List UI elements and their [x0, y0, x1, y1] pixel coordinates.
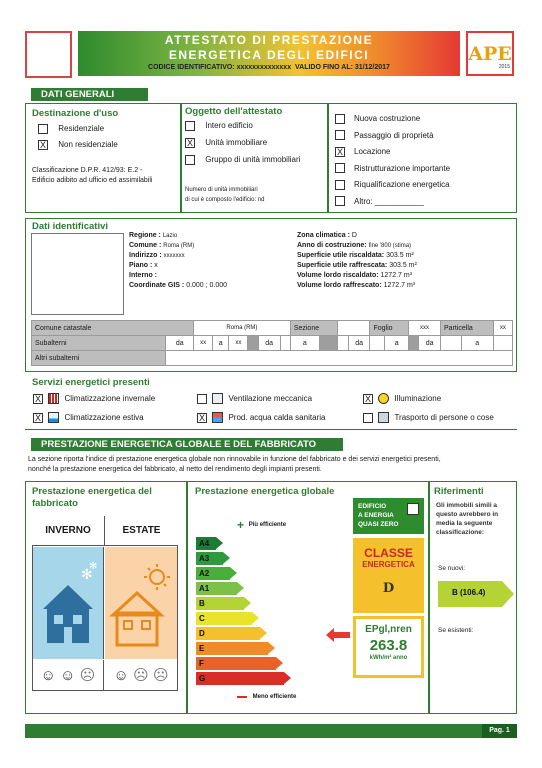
current-class-arrow	[326, 628, 350, 642]
sub-da-1: da	[166, 336, 194, 351]
sub-a-1-val: xx	[229, 336, 248, 351]
sub-blank-5	[493, 336, 512, 351]
anno-row	[297, 241, 417, 251]
motivo-passaggio[interactable]	[335, 128, 450, 145]
summer-house-icon	[105, 547, 177, 659]
indirizzo-value: xxxxxxx	[163, 253, 185, 259]
passaggio-label: Passaggio di proprietà	[354, 130, 434, 140]
fan-icon	[212, 393, 223, 404]
sub-a-1: a	[213, 336, 229, 351]
numero-line1: Numero di unità immobiliari	[185, 187, 258, 193]
unita-label: Unità immobiliare	[205, 138, 268, 148]
altro-label: Altro: ___________	[354, 196, 424, 206]
sup-risc-row	[297, 251, 417, 261]
comune-row	[129, 241, 227, 251]
ristrutturazione-checkbox[interactable]	[335, 163, 345, 173]
nonres-label: Non residenziale	[58, 140, 118, 150]
red-arrow-icon	[326, 628, 350, 642]
smiley-sad-icon-est: ☹	[152, 667, 169, 684]
ristrutturazione-label: Ristrutturazione importante	[354, 163, 451, 173]
piano-row	[129, 261, 227, 271]
air-conditioner-icon	[48, 412, 59, 423]
sub-a-4: a	[461, 336, 493, 351]
servizio-clima-est[interactable]	[33, 412, 144, 423]
piano-label: Piano :	[129, 262, 153, 269]
locazione-checkbox[interactable]: X	[336, 146, 343, 157]
piu-efficiente-row	[237, 518, 286, 532]
smiley-happy-icon-est: ☺	[113, 667, 129, 684]
servizio-illuminazione[interactable]	[363, 393, 441, 404]
sub-blank-3	[370, 336, 385, 351]
classe-value: D	[382, 581, 395, 596]
intero-label: Intero edificio	[205, 121, 253, 131]
nzeb-line1: EDIFICIO	[358, 503, 387, 510]
classe-label-2: ENERGETICA	[362, 560, 415, 569]
nuovi-value: B (106.4)	[452, 588, 486, 597]
sub-da-3-val	[338, 336, 348, 351]
classe-label-1: CLASSE	[364, 546, 413, 560]
valido-value: 31/12/2017	[354, 64, 390, 71]
class-bar-a3: A3	[196, 552, 223, 565]
estate-panel	[105, 547, 177, 659]
comune-label: Comune :	[129, 242, 162, 249]
passaggio-checkbox[interactable]	[335, 130, 345, 140]
anno-label: Anno di costruzione:	[297, 242, 367, 249]
smiley-neutral-icon-inv: ☺	[60, 667, 76, 684]
comune-catastale-label: Comune catastale	[32, 321, 194, 336]
dati-generali-title: DATI GENERALI	[41, 89, 115, 100]
prestazione-desc-line1: La sezione riporta l'indice di prestazione energetica globale non rinnovabile in funzione del fabbricato e dei servizi energetici presenti,	[28, 456, 441, 463]
comune-catastale-value: Roma (RM)	[194, 321, 291, 336]
nuovi-class-badge	[438, 581, 514, 607]
vol-risc-row	[297, 271, 417, 281]
clima-inv-checkbox[interactable]: X	[34, 393, 41, 404]
rif-desc-line4: classificazione:	[436, 529, 485, 536]
residenziale-label: Residenziale	[58, 124, 105, 134]
lightbulb-icon	[378, 393, 389, 404]
gruppo-checkbox[interactable]	[185, 155, 195, 165]
water-heater-icon	[212, 412, 223, 423]
catasto-row-comune	[32, 321, 513, 336]
clima-est-label: Climatizzazione estiva	[64, 412, 144, 422]
nzeb-box	[353, 498, 424, 534]
motivo-locazione[interactable]	[335, 144, 450, 161]
oggetto-option-unita[interactable]	[185, 138, 267, 148]
class-bar-a2: A2	[196, 567, 230, 580]
zona-row	[297, 231, 417, 241]
particella-label: Particella	[441, 321, 494, 336]
page-number	[482, 724, 517, 738]
estate-faces	[105, 660, 177, 690]
nuova-label: Nuova costruzione	[354, 114, 421, 123]
numero-unita-text	[185, 185, 265, 205]
rif-desc-line3: media la seguente	[436, 520, 493, 527]
indirizzo-row	[129, 251, 227, 261]
interno-label: Interno :	[129, 272, 157, 279]
subalterni-label: Subalterni	[32, 336, 166, 351]
fabbricato-title-line2: fabbricato	[32, 498, 78, 509]
destinazione-title: Destinazione d'uso	[32, 108, 119, 119]
se-esistenti-label: Se esistenti:	[438, 627, 474, 634]
sezione-value	[338, 321, 370, 336]
motivo-nuova[interactable]	[335, 111, 450, 128]
valido-label: VALIDO FINO AL:	[295, 64, 353, 71]
radiator-icon	[48, 393, 59, 404]
gis-label: Coordinate GIS :	[129, 282, 185, 289]
clima-inv-label: Climatizzazione invernale	[64, 393, 156, 403]
oggetto-option-gruppo[interactable]	[185, 155, 300, 165]
prestazione-description	[28, 455, 518, 475]
regione-row	[129, 231, 227, 241]
nzeb-line3: QUASI ZERO	[358, 521, 399, 528]
motivo-list	[335, 111, 450, 210]
sub-sep-3	[408, 336, 418, 351]
foglio-label: Foglio	[370, 321, 408, 336]
sup-risc-value: 303.5 m²	[386, 252, 414, 259]
class-bar-g: G	[196, 672, 284, 685]
oggetto-title: Oggetto dell'attestato	[185, 106, 283, 117]
globale-title: Prestazione energetica globale	[195, 486, 335, 497]
inverno-panel	[33, 547, 104, 659]
header-title-line2: ENERGETICA DEGLI EDIFICI	[168, 48, 370, 62]
sub-sep-2	[319, 336, 338, 351]
epgl-unit: kWh/m² anno	[369, 655, 408, 661]
vol-risc-label: Volume lordo riscaldato:	[297, 272, 379, 279]
identificativi-left	[129, 231, 227, 291]
ape-logo-text: APE	[468, 43, 512, 65]
zona-label: Zona climatica :	[297, 232, 350, 239]
prestazione-desc-line2: nonché la prestazione energetica del fabbricato, al netto del rendimento degli impianti presenti.	[28, 466, 322, 473]
gis-row	[129, 281, 227, 291]
sub-da-2-val	[280, 336, 290, 351]
class-bar-b: B	[196, 597, 244, 610]
comune-value: Roma (RM)	[163, 243, 195, 249]
classificazione-line1: Classificazione D.P.R. 412/93: E.2 -	[32, 167, 143, 174]
riferimenti-desc	[436, 501, 498, 537]
classificazione-line2: Edificio adibito ad ufficio ed assimilabili	[32, 177, 153, 184]
sezione-label: Sezione	[290, 321, 338, 336]
winter-house-icon	[33, 547, 104, 659]
prestazione-divider-2	[428, 481, 430, 714]
rif-desc-line1: Gli immobili simili a	[436, 502, 498, 509]
class-bar-f: F	[196, 657, 276, 670]
regione-label: Regione :	[129, 232, 161, 239]
clima-est-checkbox[interactable]: X	[34, 412, 41, 423]
nzeb-line2: A ENERGIA	[358, 512, 394, 519]
header-title	[78, 33, 460, 63]
nuova-checkbox[interactable]	[335, 114, 345, 124]
nzeb-checkbox[interactable]	[407, 503, 419, 515]
epgl-box	[353, 616, 424, 678]
class-bar-a4: A4	[196, 537, 216, 550]
smiley-neutral-icon-est: ☹	[133, 667, 149, 684]
meno-efficiente-label: Meno efficiente	[252, 694, 297, 700]
interno-row	[129, 271, 227, 281]
zona-value: D	[351, 232, 357, 239]
motivo-altro[interactable]	[335, 194, 450, 211]
catasto-row-altri	[32, 351, 513, 366]
codice-label: CODICE IDENTIFICATIVO:	[148, 64, 235, 71]
numero-line2: di cui è composto l'edificio: nd	[185, 197, 265, 203]
building-photo-placeholder	[31, 233, 124, 315]
class-bar-a1: A1	[196, 582, 237, 595]
catasto-row-subalterni	[32, 336, 513, 351]
illuminazione-checkbox[interactable]: X	[364, 393, 371, 404]
sub-da-2: da	[258, 336, 280, 351]
servizio-clima-inv[interactable]	[33, 393, 155, 404]
se-nuovi-label: Se nuovi:	[438, 565, 466, 572]
header-photo-box	[25, 31, 72, 78]
locazione-label: Locazione	[354, 147, 391, 156]
servizio-acqua-calda[interactable]	[197, 412, 325, 423]
residenziale-checkbox[interactable]	[38, 124, 48, 134]
motivo-ristrutturazione[interactable]	[335, 161, 450, 178]
class-bar-c: C	[196, 612, 252, 625]
sup-risc-label: Superficie utile riscaldata:	[297, 252, 385, 259]
sub-a-3: a	[385, 336, 408, 351]
riqualificazione-checkbox[interactable]	[335, 180, 345, 190]
vol-raff-row	[297, 281, 417, 291]
sub-da-1-val: xx	[194, 336, 213, 351]
vol-raff-label: Volume lordo raffrescato:	[297, 282, 382, 289]
header-codice	[78, 64, 460, 71]
rif-desc-line2: questo avrebbero in	[436, 511, 499, 518]
oggetto-option-intero[interactable]	[185, 121, 253, 131]
trasporto-checkbox[interactable]	[363, 413, 373, 423]
altri-subalterni-value	[166, 351, 513, 366]
altro-checkbox[interactable]	[335, 196, 345, 206]
inverno-label: INVERNO	[45, 525, 91, 536]
altri-subalterni-label: Altri subalterni	[32, 351, 166, 366]
codice-value: xxxxxxxxxxxxxx	[236, 64, 292, 71]
catasto-table	[31, 320, 513, 366]
regione-value: Lazio	[162, 233, 178, 239]
fabbricato-title-line1: Prestazione energetica del	[32, 486, 152, 497]
sup-raff-value: 303.5 m²	[389, 262, 417, 269]
dati-identificativi-title: Dati identificativi	[32, 221, 109, 232]
classificazione-text	[32, 166, 153, 186]
smiley-sad-icon-inv: ☹	[79, 667, 96, 684]
servizio-ventilazione[interactable]	[197, 393, 312, 404]
gis-value: 0.000 ; 0.000	[186, 282, 228, 289]
inverno-faces	[33, 660, 104, 690]
intero-checkbox[interactable]	[185, 121, 195, 131]
epgl-label: EPgl,nren	[365, 624, 412, 635]
identificativi-right	[297, 231, 417, 291]
sup-raff-row	[297, 261, 417, 271]
acqua-calda-checkbox[interactable]: X	[198, 412, 205, 423]
ape-logo-year: 2015	[498, 64, 510, 70]
meno-efficiente-row	[237, 694, 296, 701]
divider-1	[180, 103, 182, 213]
ventilazione-label: Ventilazione meccanica	[228, 393, 313, 403]
ape-logo	[466, 31, 514, 76]
sub-sep-1	[248, 336, 258, 351]
sub-da-4: da	[419, 336, 441, 351]
unita-checkbox[interactable]: X	[186, 138, 193, 148]
servizi-title: Servizi energetici presenti	[32, 377, 150, 388]
indirizzo-label: Indirizzo :	[129, 252, 162, 259]
riqualificazione-label: Riqualificazione energetica	[354, 180, 450, 189]
epgl-value: 263.8	[369, 637, 408, 654]
svg-text:✻: ✻	[81, 567, 93, 583]
vol-raff-value: 1272.7 m³	[383, 282, 416, 289]
vol-risc-value: 1272.7 m³	[380, 272, 413, 279]
minus-icon	[237, 696, 247, 698]
prestazione-title: PRESTAZIONE ENERGETICA GLOBALE E DEL FABBRICATO	[41, 439, 316, 450]
destinazione-option-residenziale[interactable]	[38, 124, 104, 134]
prestazione-bar	[31, 438, 343, 451]
acqua-calda-label: Prod. acqua calda sanitaria	[228, 412, 326, 422]
footer-bar	[25, 724, 517, 738]
page-number-text: Pag. 1	[489, 727, 510, 734]
trasporto-label: Trasporto di persone o cose	[394, 412, 494, 422]
gruppo-label: Gruppo di unità immobiliari	[205, 155, 301, 165]
fabbricato-title	[32, 486, 152, 510]
anno-value: fine '800 (stima)	[368, 243, 412, 249]
motivo-riqualificazione[interactable]	[335, 177, 450, 194]
sup-raff-label: Superficie utile raffrescata:	[297, 262, 388, 269]
prestazione-divider-1	[186, 481, 188, 714]
sub-da-3: da	[348, 336, 370, 351]
estate-header	[105, 516, 178, 546]
riferimenti-title: Riferimenti	[434, 486, 484, 497]
classe-energetica-box	[353, 538, 424, 613]
sub-a-2: a	[290, 336, 319, 351]
smiley-happy-icon-inv: ☺	[40, 667, 56, 684]
piu-efficiente-label: Più efficiente	[248, 522, 287, 528]
inverno-header	[32, 516, 105, 546]
elevator-icon	[378, 412, 389, 423]
nonres-checkbox[interactable]: X	[39, 140, 46, 150]
piano-value: x	[154, 262, 158, 269]
illuminazione-label: Illuminazione	[394, 393, 442, 403]
estate-label: ESTATE	[122, 525, 161, 536]
svg-text:✻: ✻	[89, 561, 98, 572]
sub-blank-4	[441, 336, 462, 351]
plus-icon: +	[237, 518, 245, 532]
destinazione-option-nonres[interactable]	[38, 140, 118, 150]
foglio-value: xxx	[408, 321, 440, 336]
dati-generali-bar	[31, 88, 148, 101]
ventilazione-checkbox[interactable]	[197, 394, 207, 404]
class-bar-e: E	[196, 642, 268, 655]
class-bar-d: D	[196, 627, 260, 640]
header-title-line1: ATTESTATO DI PRESTAZIONE	[164, 33, 374, 47]
divider-2	[327, 103, 329, 213]
servizio-trasporto[interactable]	[363, 412, 494, 423]
particella-value: xx	[493, 321, 512, 336]
